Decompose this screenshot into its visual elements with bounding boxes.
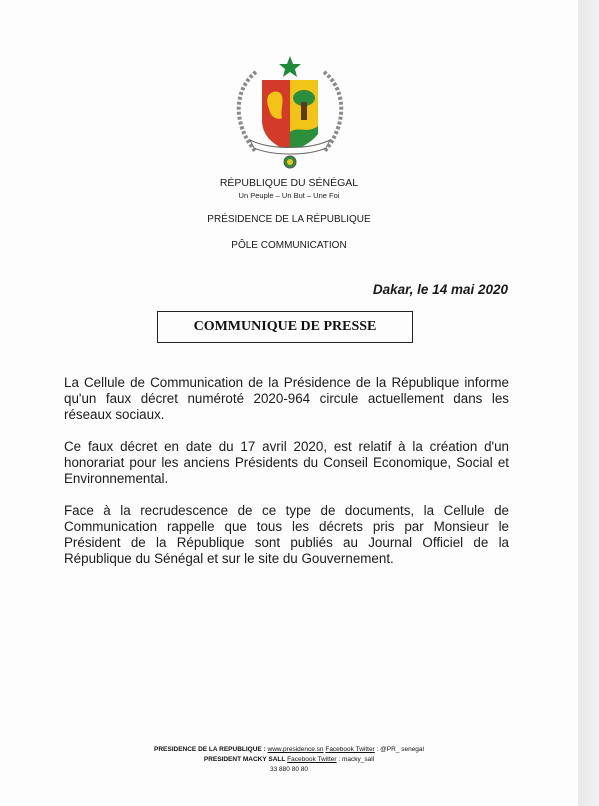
republic-name: RÉPUBLIQUE DU SÉNÉGAL bbox=[219, 177, 359, 189]
footer-handle-2: : macky_sall bbox=[338, 756, 375, 763]
footer-line-1 bbox=[0, 745, 578, 755]
pole-communication-heading: PÔLE COMMUNICATION bbox=[231, 240, 347, 251]
senegal-coat-of-arms-icon bbox=[226, 54, 354, 172]
paragraph-2: Ce faux décret en date du 17 avril 2020, est relatif à la création d'un honorariat pour les anciens Présidents du Conseil Economique, Social et Environnemental. bbox=[64, 439, 509, 486]
footer-line-2 bbox=[0, 755, 578, 765]
document-date: Dakar, le 14 mai 2020 bbox=[372, 282, 508, 297]
paragraph-3: Face à la recrudescence de ce type de documents, la Cellule de Communication rappelle que tous les décrets pris par Monsieur le Président de la République sont publiés au Journal Officiel de la République du Sénégal et sur le site du Gouvernement. bbox=[64, 503, 509, 566]
footer-handle-1: : @PR_ senegal bbox=[376, 746, 424, 753]
paragraph-1: La Cellule de Communication de la Présidence de la République informe qu'un faux décret numéroté 2020-964 circule actuellement dans les réseaux sociaux. bbox=[64, 375, 509, 422]
footer-phone: 33 880 80 80 bbox=[270, 766, 308, 773]
footer-presidency-label: PRESIDENCE DE LA REPUBLIQUE : bbox=[154, 746, 266, 753]
footer-president-label: PRESIDENT MACKY SALL bbox=[203, 756, 286, 763]
body-text bbox=[64, 375, 509, 583]
footer-social-link-2[interactable]: Facebook Twitter bbox=[287, 756, 337, 763]
footer bbox=[0, 745, 578, 775]
page-edge bbox=[578, 0, 599, 806]
title-box bbox=[157, 311, 413, 343]
footer-social-link-1[interactable]: Facebook Twitter bbox=[325, 746, 375, 753]
national-motto: Un Peuple – Un But – Une Foi bbox=[238, 191, 340, 200]
footer-website-link[interactable]: www.presidence.sn bbox=[267, 746, 324, 753]
presidency-heading: PRÉSIDENCE DE LA RÉPUBLIQUE bbox=[207, 214, 371, 225]
document-title: COMMUNIQUE DE PRESSE bbox=[193, 319, 377, 334]
